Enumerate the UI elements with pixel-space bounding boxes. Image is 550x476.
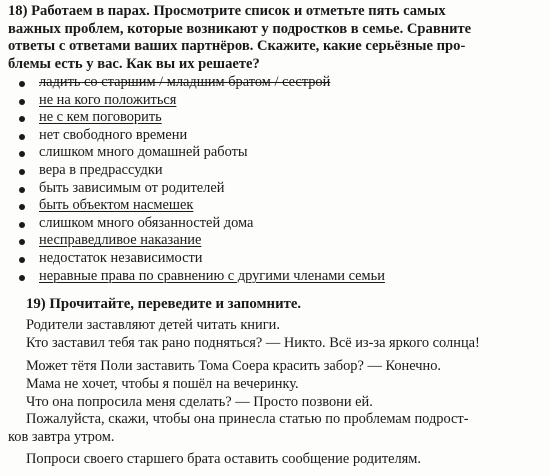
list-item-text: нет свободного времени: [39, 126, 188, 143]
list-item: [0, 144, 550, 162]
bullet-icon: [19, 187, 25, 193]
exercise-18-line-2: важных проблем, которые возникают у подростков в семье. Сравните: [8, 20, 472, 37]
list-item-text: не с кем поговорить: [39, 109, 162, 126]
bullet-icon: [19, 257, 25, 263]
list-item: [0, 232, 550, 250]
exercise-19-line: Пожалуйста, скажи, чтобы она принесла статью по проблемам подрост-: [26, 411, 469, 427]
bullet-icon: [19, 134, 25, 140]
list-item: [0, 250, 550, 268]
exercise-18-line-4: блемы есть у вас. Как вы их решаете?: [8, 55, 260, 72]
exercise-19-line: Мама не хочет, чтобы я пошёл на вечеринку.: [26, 376, 299, 392]
bullet-icon: [19, 151, 25, 157]
list-item: [0, 162, 550, 180]
list-item-text: слишком много домашней работы: [39, 144, 248, 161]
list-item-text: недостаток независимости: [39, 249, 203, 266]
list-item-text: быть зависимым от родителей: [39, 179, 225, 196]
exercise-19-line: Родители заставляют детей читать книги.: [26, 317, 280, 333]
list-item-text: неравные права по сравнению с другими членами семьи: [39, 267, 385, 284]
bullet-icon: [19, 222, 25, 228]
list-item-text: вера в предрассудки: [39, 161, 163, 178]
bullet-icon: [19, 169, 25, 175]
exercise-19-line: Что она попросила меня сделать? — Просто позвони ей.: [26, 394, 373, 410]
bullet-icon: [19, 275, 25, 281]
list-item-text: ладить со старшим / младшим братом / сестрой: [39, 74, 331, 90]
exercise-18-line-1: 18) Работаем в парах. Просмотрите список и отметьте пять самых: [8, 3, 446, 19]
problem-list: [0, 74, 550, 285]
exercise-19-heading: 19) Прочитайте, переведите и запомните.: [26, 296, 302, 312]
list-item: [0, 215, 550, 233]
list-item-text: слишком много обязанностей дома: [39, 214, 254, 231]
exercise-19-line: ков завтра утром.: [8, 429, 115, 445]
list-item: [0, 127, 550, 145]
bullet-icon: [19, 116, 25, 122]
list-item: [0, 268, 550, 286]
bullet-icon: [19, 81, 25, 87]
bullet-icon: [19, 204, 25, 210]
exercise-19-line: Кто заставил тебя так рано подняться? — Никто. Всё из-за яркого солнца!: [26, 335, 480, 351]
list-item-text: несправедливое наказание: [39, 232, 202, 249]
bullet-icon: [19, 239, 25, 245]
list-item: [0, 92, 550, 110]
exercise-19-line: Может тётя Поли заставить Тома Соера красить забор? — Конечно.: [26, 358, 441, 374]
exercise-19-line: Попроси своего старшего брата оставить сообщение родителям.: [26, 451, 421, 467]
list-item: [0, 74, 550, 92]
list-item: [0, 197, 550, 215]
exercise-18-instructions: [8, 3, 544, 73]
bullet-icon: [19, 99, 25, 105]
list-item: [0, 109, 550, 127]
list-item-text: быть объектом насмешек: [39, 197, 194, 214]
list-item-text: не на кого положиться: [39, 91, 177, 108]
exercise-18-line-3: ответы с ответами ваших партнёров. Скажите, какие серьёзные про-: [8, 38, 466, 54]
list-item: [0, 180, 550, 198]
